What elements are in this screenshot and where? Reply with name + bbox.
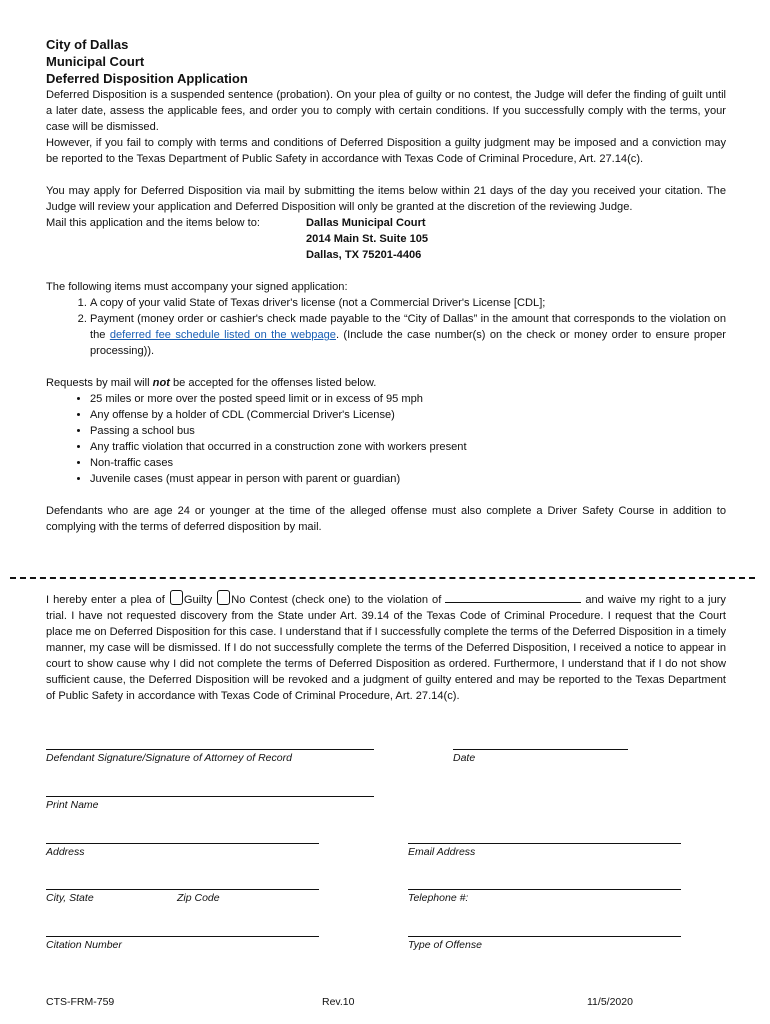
city-state-label: City, State [46,892,94,904]
excluded-offense: • Any traffic violation that occurred in a construction zone with workers present [90,439,726,455]
header-court: Municipal Court [46,54,145,69]
address-label: Address [46,846,85,858]
telephone-field[interactable] [408,889,681,890]
guilty-checkbox[interactable] [170,590,183,605]
city-state-zip-field[interactable] [46,889,319,890]
mail-address [306,215,428,263]
required-item-1: 1. A copy of your valid State of Texas driver's license (not a Commercial Driver's License [CDL]; [90,295,726,311]
document-body [46,36,726,535]
items-intro: The following items must accompany your signed application: [46,281,348,293]
email-label: Email Address [408,846,476,858]
plea-statement: I hereby enter a plea of Guilty No Contest (check one) to the violation of and waive my right to a jury trial. I have not requested discovery from the State under Art. 39.14 of the Texas Code of Criminal Procedure. I request that the Court place me on Deferred Disposition for this case. I understand that if I successfully complete the terms of the Deferred Disposition in a timely manner, my case will be dismissed. If I do not successfully complete the terms of the Deferred Disposition, I received a notice to appear in court to show cause why I did not complete the terms of Deferred Disposition as ordered. Furthermore, I understand that if I do not show sufficient cause, the Deferred Disposition will be revoked and a judgment of guilty entered and may be reported to the Texas Department of Public Safety in accordance with Texas Code of Criminal Procedure, Art. 27.14(c). [46,590,726,704]
excluded-offense: • 25 miles or more over the posted speed limit or in excess of 95 mph [90,391,726,407]
signature-label: Defendant Signature/Signature of Attorney of Record [46,752,292,764]
cut-line-divider [10,577,755,579]
defendants-notice: Defendants who are age 24 or younger at the time of the alleged offense must also complete a Driver Safety Course in addition to complying with the terms of deferred disposition by mail. [46,505,726,533]
revision-number: Rev.10 [322,996,355,1008]
date-label: Date [453,752,476,764]
violation-field[interactable] [445,592,581,603]
offense-type-field[interactable] [408,936,681,937]
form-number: CTS-FRM-759 [46,996,115,1008]
required-item-2: 2. Payment (money order or cashier's check made payable to the “City of Dallas” in the amount that corresponds to the violation on the deferred fee schedule listed on the webpage. (Include the case number(s) on the check or money order to ensure proper processing)). [90,311,726,359]
excluded-offense: • Any offense by a holder of CDL (Commercial Driver's License) [90,407,726,423]
date-field[interactable] [453,749,628,750]
excluded-offense: • Non-traffic cases [90,455,726,471]
telephone-label: Telephone #: [408,892,469,904]
excluded-offense: • Juvenile cases (must appear in person with parent or guardian) [90,471,726,487]
signature-field[interactable] [46,749,374,750]
zip-code-label: Zip Code [177,892,220,904]
requests-intro: Requests by mail will not be accepted for the offenses listed below. [46,377,377,389]
email-field[interactable] [408,843,681,844]
mail-address-line-1: Dallas Municipal Court [306,217,426,229]
mail-section [46,215,726,263]
mail-label: Mail this application and the items below to: [46,217,260,229]
document-title: Deferred Disposition Application [46,71,248,86]
mail-address-line-2: 2014 Main St. Suite 105 [306,233,429,245]
mail-address-line-3: Dallas, TX 75201-4406 [306,249,422,261]
no-contest-checkbox[interactable] [217,590,230,605]
excluded-offenses-list [46,391,726,487]
citation-number-label: Citation Number [46,939,122,951]
address-field[interactable] [46,843,319,844]
intro-paragraph-1: Deferred Disposition is a suspended sentence (probation). On your plea of guilty or no contest, the Judge will defer the finding of guilt until a later date, assess the applicable fees, and order you to comply with certain conditions. If you successfully comply with the terms, your case will be dismissed. [46,89,726,133]
required-items-list [46,295,726,359]
header-city: City of Dallas [46,37,129,52]
intro-paragraph-2: However, if you fail to comply with terms and conditions of Deferred Disposition a guilty judgment may be imposed and a conviction may be reported to the Texas Department of Public Safety in accordance with Texas Code of Criminal Procedure, Art. 27.14(c). [46,137,726,165]
print-name-field[interactable] [46,796,374,797]
offense-type-label: Type of Offense [408,939,482,951]
fee-schedule-link[interactable]: deferred fee schedule listed on the webpage [109,329,336,341]
print-name-label: Print Name [46,799,99,811]
intro-paragraph-3: You may apply for Deferred Disposition via mail by submitting the items below within 21 days of the day you received your citation. The Judge will review your application and Deferred Disposition will only be granted at the discretion of the reviewing Judge. [46,185,726,213]
excluded-offense: • Passing a school bus [90,423,726,439]
citation-number-field[interactable] [46,936,319,937]
form-date: 11/5/2020 [587,996,633,1008]
